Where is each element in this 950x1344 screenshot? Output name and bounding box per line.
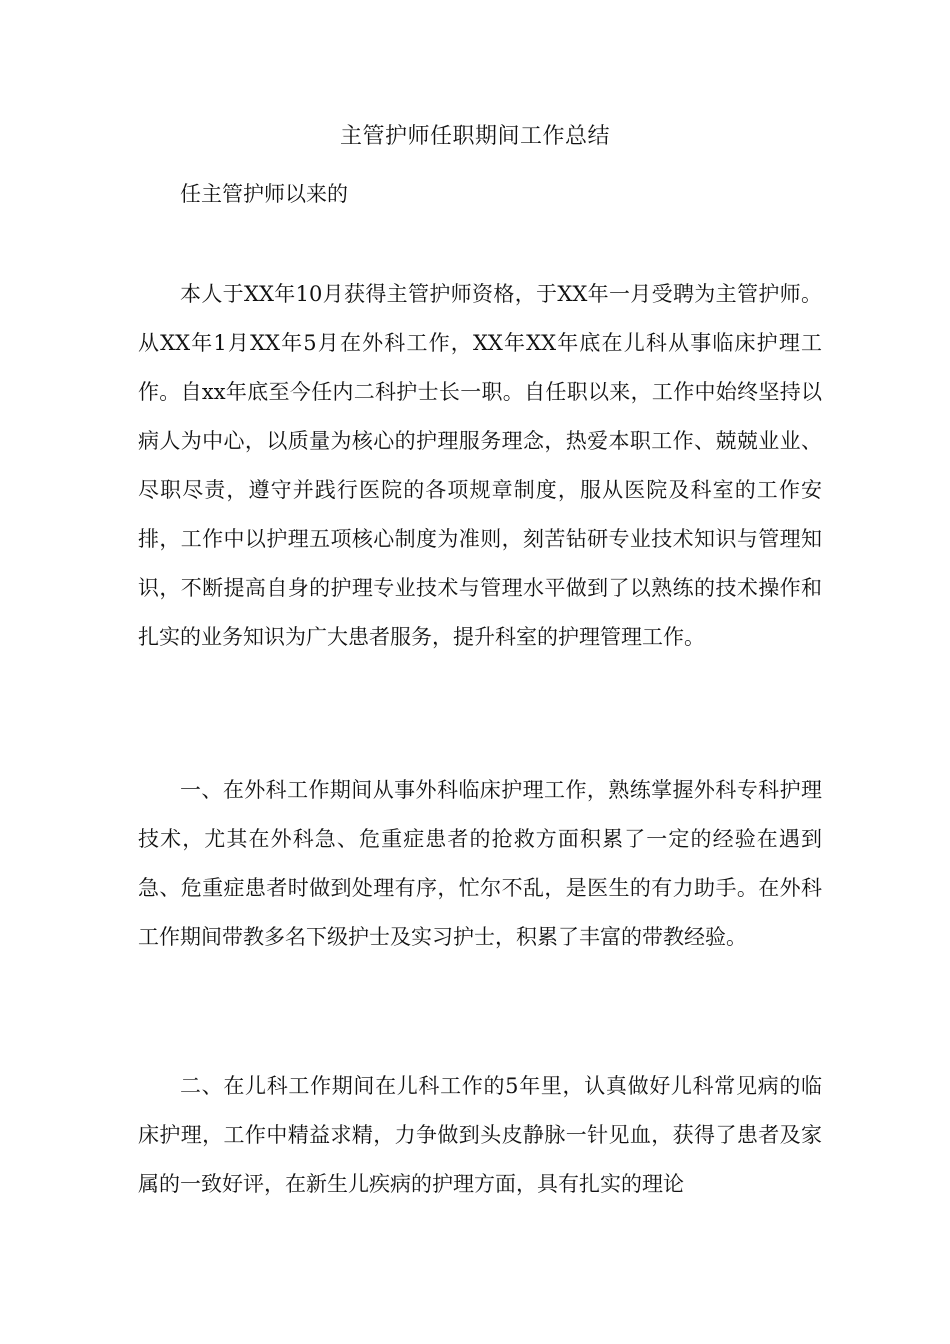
document-subtitle: 任主管护师以来的 (180, 182, 348, 206)
document-title: 主管护师任职期间工作总结 (339, 124, 610, 149)
paragraph-1: 本人于XX年10月获得主管护师资格，于XX年一月受聘为主管护师。从XX年1月XX年5月在外科工作，XX年XX年底在儿科从事临床护理工作。自xx年底至今任内二科护士长一职。自任职以来，工作中始终坚持以病人为中心，以质量为核心的护理服务理念，热爱本职工作、兢兢业业、尽职尽责，遵守并践行医院的各项规章制度，服从医院及科室的工作安排，工作中以护理五项核心制度为准则，刻苦钻研专业技术知识与管理知识，不断提高自身的护理专业技术与管理水平做到了以熟练的技术操作和扎实的业务知识为广大患者服务，提升科室的护理管理工作。 (138, 282, 822, 649)
paragraph-3: 二、在儿科工作期间在儿科工作的5年里，认真做好儿科常见病的临床护理，工作中精益求精，力争做到头皮静脉一针见血，获得了患者及家属的一致好评，在新生儿疾病的护理方面，具有扎实的理论 (138, 1074, 822, 1196)
paragraph-2: 一、在外科工作期间从事外科临床护理工作，熟练掌握外科专科护理技术，尤其在外科急、危重症患者的抢救方面积累了一定的经验在遇到急、危重症患者时做到处理有序，忙尔不乱，是医生的有力助手。在外科工作期间带教多名下级护士及实习护士，积累了丰富的带教经验。 (138, 778, 822, 949)
